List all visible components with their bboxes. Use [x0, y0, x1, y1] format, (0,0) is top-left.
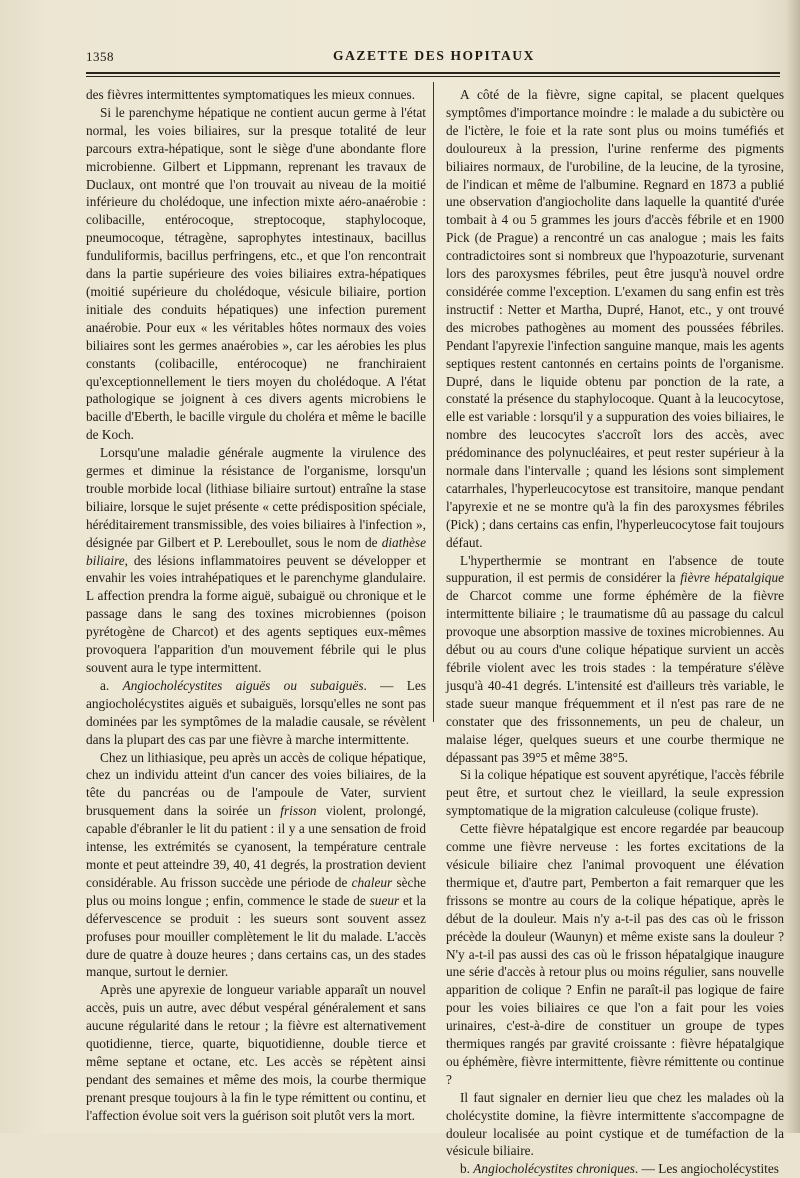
paragraph: Lorsqu'une maladie générale augmente la virulence des germes et diminue la résistance de l'organisme, lorsqu'un trouble morbide local (lithiase biliaire surtout) entraîne la stase biliaire, lorsque le sujet présente « cette prédisposition spéciale, héréditairement transmissible, des voies biliaires à l'infection », désignée par Gilbert et P. Lereboullet, sous le nom de diathèse biliaire, des lésions inflammatoires peuvent se développer et envahir les voies intrahépatiques et le parenchyme glandulaire. L affection prendra la forme aiguë, subaiguë ou chronique et le passage dans le sang des toxines microbiennes (poison pyrétogène de Charcot) et des agents septiques eux-mêmes provoquera l'apparition d'un mouvement fébrile qui le plus souvent aura le type intermittent. — [86, 445, 426, 675]
paragraph: Si la colique hépatique est souvent apyrétique, l'accès fébrile peut être, et surtout chez le vieillard, la seule expression symptomatique de la migration calculeuse (colique fruste). — [446, 767, 784, 819]
paragraph: A côté de la fièvre, signe capital, se placent quelques symptômes d'importance moindre : le malade a du subictère ou de l'ictère, le foie et la rate sont plus ou moins tuméfiés et douloureux à la pression, l'urine renferme des pigments biliaires normaux, de l'urobiline, de la leucine, de la tyrosine, de l'indican et même de l'albumine. Regnard en 1873 a publié une observation d'angiocholite dans laquelle la quantité d'urée tombait à 4 ou 5 grammes les jours d'accès fébrile et en 1900 Pick (de Prague) a rencontré un cas analogue ; mais les faits contradictoires sont si nombreux que l'hypoazoturie, survenant lors des paroxysmes fébriles, peut être jusqu'à nouvel ordre considérée comme l'exception. L'examen du sang enfin est très instructif : Netter et Martha, Dupré, Hanot, etc., y ont trouvé des microbes pathogènes au moment des poussées fébriles. Pendant l'apyrexie l'infection sanguine manque, mais les agents septiques restent cantonnés en certains points de l'organisme. Dupré, dans le liquide obtenu par ponction de la rate, a constaté la présence du staphylocoque. Quant à la leucocytose, elle est variable : lorsqu'il y a suppuration des voies biliaires, le nombre des leucocytes s'accroît lors des accès, avec prédominance des polynucléaires, et peut rester supérieur à la normale dans l'intervalle ; quand les lésions sont simplement catarrhales, l'hyperleucocytose est transitoire, manque pendant l'apyrexie et ne se montre qu'à la fin des paroxysmes fébriles (Pick) ; dans certains cas enfin, l'hyperleucocytose fait toujours défaut. — [446, 87, 784, 550]
section-heading: Angiocholécystites aiguës ou subaiguës — [122, 677, 364, 693]
italic-term: frisson — [280, 803, 317, 819]
column-divider — [433, 82, 434, 722]
paragraph: Après une apyrexie de longueur variable apparaît un nouvel accès, puis un autre, avec début vespéral généralement et sans aucune régularité dans le retour ; la fièvre est alternativement quotidienne, tierce, quarte, biquotidienne, double tierce et même septane et octane, etc. Les accès se répètent ainsi pendant des semaines et même des mois, la courbe thermique prenant presque toujours à la fin le type rémittent ou continu, et l'affection évolue soit vers la guérison soit plutôt vers la mort. — [86, 982, 426, 1123]
italic-term: diathèse biliaire — [86, 534, 426, 568]
italic-term: chaleur — [351, 874, 393, 890]
page-edge-shadow — [786, 0, 800, 1133]
italic-term: sueur — [369, 892, 400, 908]
page-header — [86, 46, 782, 68]
header-rule-thick — [86, 72, 780, 74]
section-heading-paragraph: b. Angiocholécystites chroniques. — Les angiocholécystites — [460, 1161, 779, 1177]
paragraph: Si le parenchyme hépatique ne contient aucun germe à l'état normal, les voies biliaires, sur la presque totalité de leur parcours extra-hépatique, sont le siège d'une abondante flore microbienne. Gilbert et Lippmann, reprenant les travaux de Duclaux, ont montré que l'on trouvait au niveau de la moitié inférieure du cholédoque, une infection mixte aéro-anaérobie : colibacille, entérocoque, streptocoque, staphylocoque, pneumocoque, tétragène, saprophytes intestinaux, bacillus funduliformis, bacillus perfringens, etc., et que l'on rencontrait dans la partie supérieure des voies biliaires extra-hépatiques (moitié supérieure du cholédoque, vésicule biliaire, portion initiale des conduits hépatiques) une infection purement anaérobie. Pour eux « les véritables hôtes normaux des voies biliaires sont les germes anaérobies », car les aérobies les plus constants (colibacille, entérocoque) ne franchiraient qu'exceptionnellement le tiers moyen du cholédoque. A l'état pathologique se joignent à ces divers agents microbiens le bacille d'Eberth, le bacille virgule du choléra et même le bacille de Koch. — [86, 104, 426, 443]
section-heading-paragraph: a. Angiocholécystites aiguës ou subaiguës. — Les angiocholécystites aiguës et subaiguës, lorsqu'elles ne sont pas dominées par les symptômes de la maladie causale, se révèlent dans la plupart des cas par une fièvre à marche intermittente. — [86, 677, 426, 747]
running-title: GAZETTE DES HOPITAUX — [332, 48, 536, 63]
paragraph: Cette fièvre hépatalgique est encore regardée par beaucoup comme une fièvre nerveuse : les fortes excitations de la vésicule biliaire chez l'animal provoquent une élévation thermique et, d'autre part, Pemberton a fait remarquer que les frissons se montre au cours de la colique hépatique, après le début de la douleur. Mais n'y a-t-il pas des cas où le frisson précède la douleur (Waunyn) et même existe sans la douleur ? N'y a-t-il pas aussi des cas où le frisson hépatalgique inaugure une série d'accès à retour plus ou moins régulier, sans nouvelle apparition de colique ? Enfin ne paraît-il pas logique de faire pour les voies biliaires ce que l'on a fait pour les voies urinaires, c'est-à-dire de constituer un groupe de types thermiques rangés par gravité croissante : fièvre hépatalgique ou éphémère, fièvre intermittente, fièvre rémittente ou continue ? — [446, 821, 784, 1087]
italic-term: fièvre hépatalgique — [680, 570, 785, 586]
paragraph: Il faut signaler en dernier lieu que chez les malades où la cholécystite domine, la fièvre intermittente s'accompagne de douleur localisée au point cystique et de tuméfaction de la vésicule biliaire. — [446, 1089, 784, 1159]
header-rule-thin — [86, 76, 780, 77]
page-number: 1358 — [86, 49, 114, 64]
paragraph: des fièvres intermittentes symptomatiques les mieux connues. — [86, 87, 416, 102]
section-heading: Angiocholécystites chroniques — [473, 1161, 635, 1177]
left-column — [86, 86, 426, 1125]
right-column — [446, 86, 784, 1178]
paragraph: Chez un lithiasique, peu après un accès de colique hépatique, chez un individu atteint d'un cancer des voies biliaires, de la tête du pancréas ou de l'ampoule de Vater, survient brusquement dans la soirée un frisson violent, prolongé, capable d'ébranler le lit du patient : il y a une sensation de froid intense, les extrémités se cyanosent, la température centrale monte et peut atteindre 39, 40, 41 degrés, la prostration devient considérable. Au frisson succède une période de chaleur sèche plus ou moins longue ; enfin, commence le stade de sueur et la défervescence se produit : les sueurs sont souvent assez profuses pour mouiller complètement le lit du malade. L'accès dure de quatre à douze heures ; dans certains cas, un des stades manque, surtout le dernier. — [86, 749, 427, 980]
paragraph: L'hyperthermie se montrant en l'absence de toute suppuration, il est permis de considérer la fièvre hépatalgique de Charcot comme une forme éphémère de la fièvre intermittente biliaire ; le traumatisme dû au passage du calcul provoque une absorption massive de toxines microbiennes. Au début ou au cours d'une colique hépatique survient un accès fébrile violent avec les trois stades : la température s'élève jusqu'à 40-41 degrés. L'intensité est d'ailleurs très variable, le stade sueur manque fréquemment et il n'est pas rare de ne constater que des frissonnements, un peu de chaleur, un malaise léger, quelques sueurs et une courbe thermique ne dépassant pas 39°5 et même 38°5. — [446, 552, 785, 765]
